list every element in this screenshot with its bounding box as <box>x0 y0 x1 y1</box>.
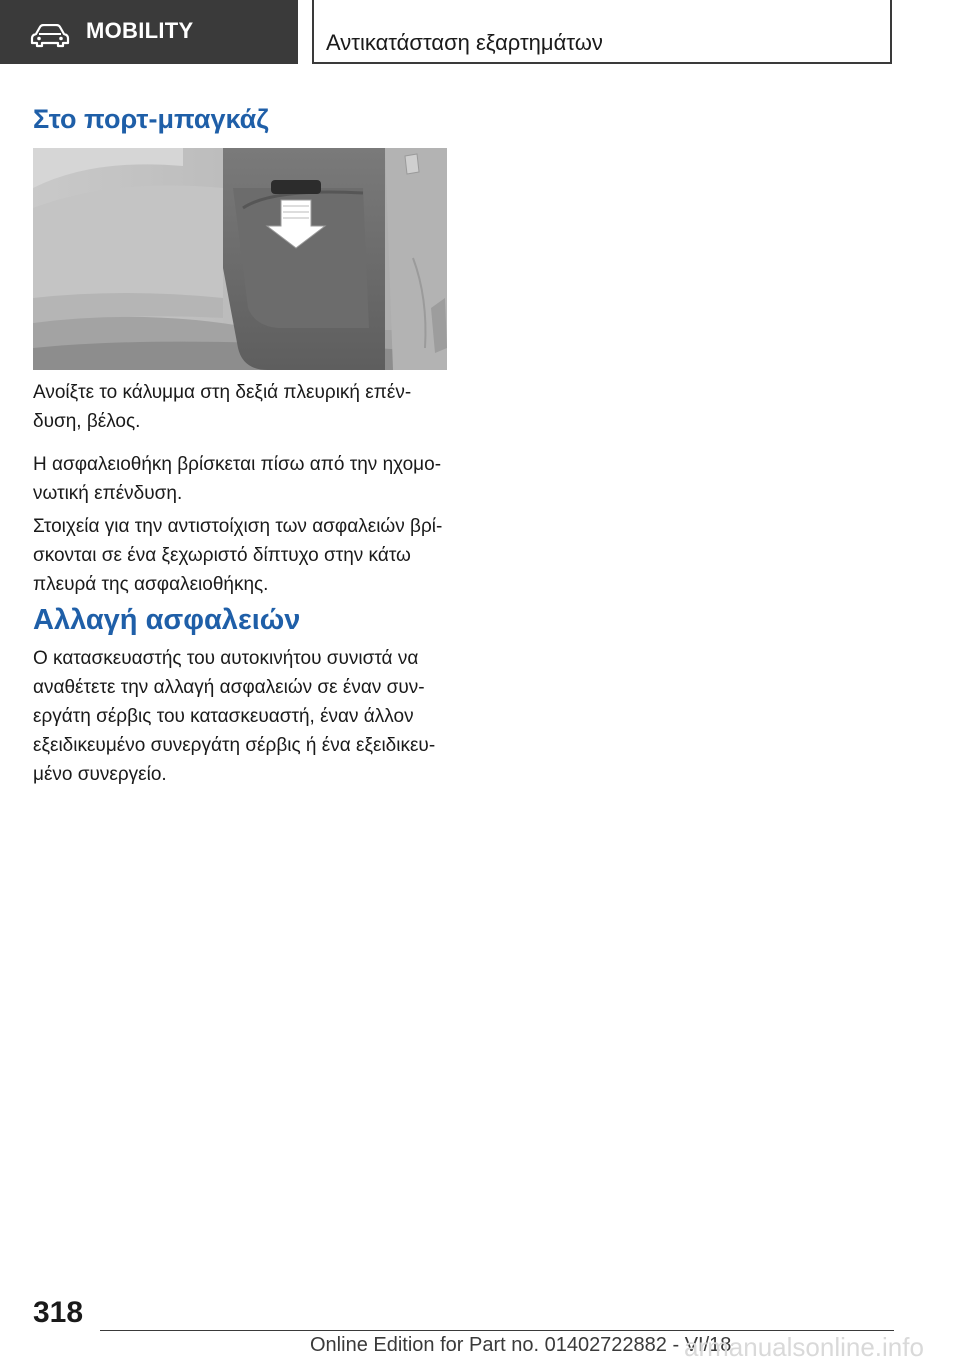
chapter-header <box>312 0 892 64</box>
car-icon <box>30 24 70 48</box>
paragraph-fuse-assignment: Στοιχεία για την αντιστοίχιση των ασφαλειών βρί- σκονται σε ένα ξεχωριστό δίπτυχο στην κάτω πλευρά της ασφαλειοθήκης. <box>33 516 443 595</box>
section-tab <box>0 0 298 64</box>
watermark: armanualsonline.info <box>684 1332 924 1362</box>
section-label: MOBILITY <box>86 18 194 43</box>
section-heading: Στο πορτ-μπαγκάζ <box>33 104 269 134</box>
paragraph-fusebox-location: Η ασφαλειοθήκη βρίσκεται πίσω από την ηχομο- νωτική επένδυση. <box>33 454 442 504</box>
page-number: 318 <box>33 1296 84 1329</box>
edition-text: Online Edition for Part no. 01402722882 - VI/18 <box>310 1334 732 1356</box>
paragraph-open-cover: Ανοίξτε το κάλυμμα στη δεξιά πλευρική επέν- δυση, βέλος. <box>33 382 412 432</box>
paragraph-fuse-change: Ο κατασκευαστής του αυτοκινήτου συνιστά να αναθέτετε την αλλαγή ασφαλειών σε έναν συν- εργάτη σέρβις του κατασκευαστή, έναν άλλον εξειδικευμένο συνεργάτη σέρβις ή ένα εξειδικευ- μένο συνεργείο. <box>33 648 436 785</box>
footer-divider <box>100 1330 894 1331</box>
chapter-title: Αντικατάσταση εξαρτημάτων <box>326 30 603 55</box>
fuse-change-heading: Αλλαγή ασφαλειών <box>33 604 301 636</box>
trunk-panel-photo <box>33 148 447 370</box>
